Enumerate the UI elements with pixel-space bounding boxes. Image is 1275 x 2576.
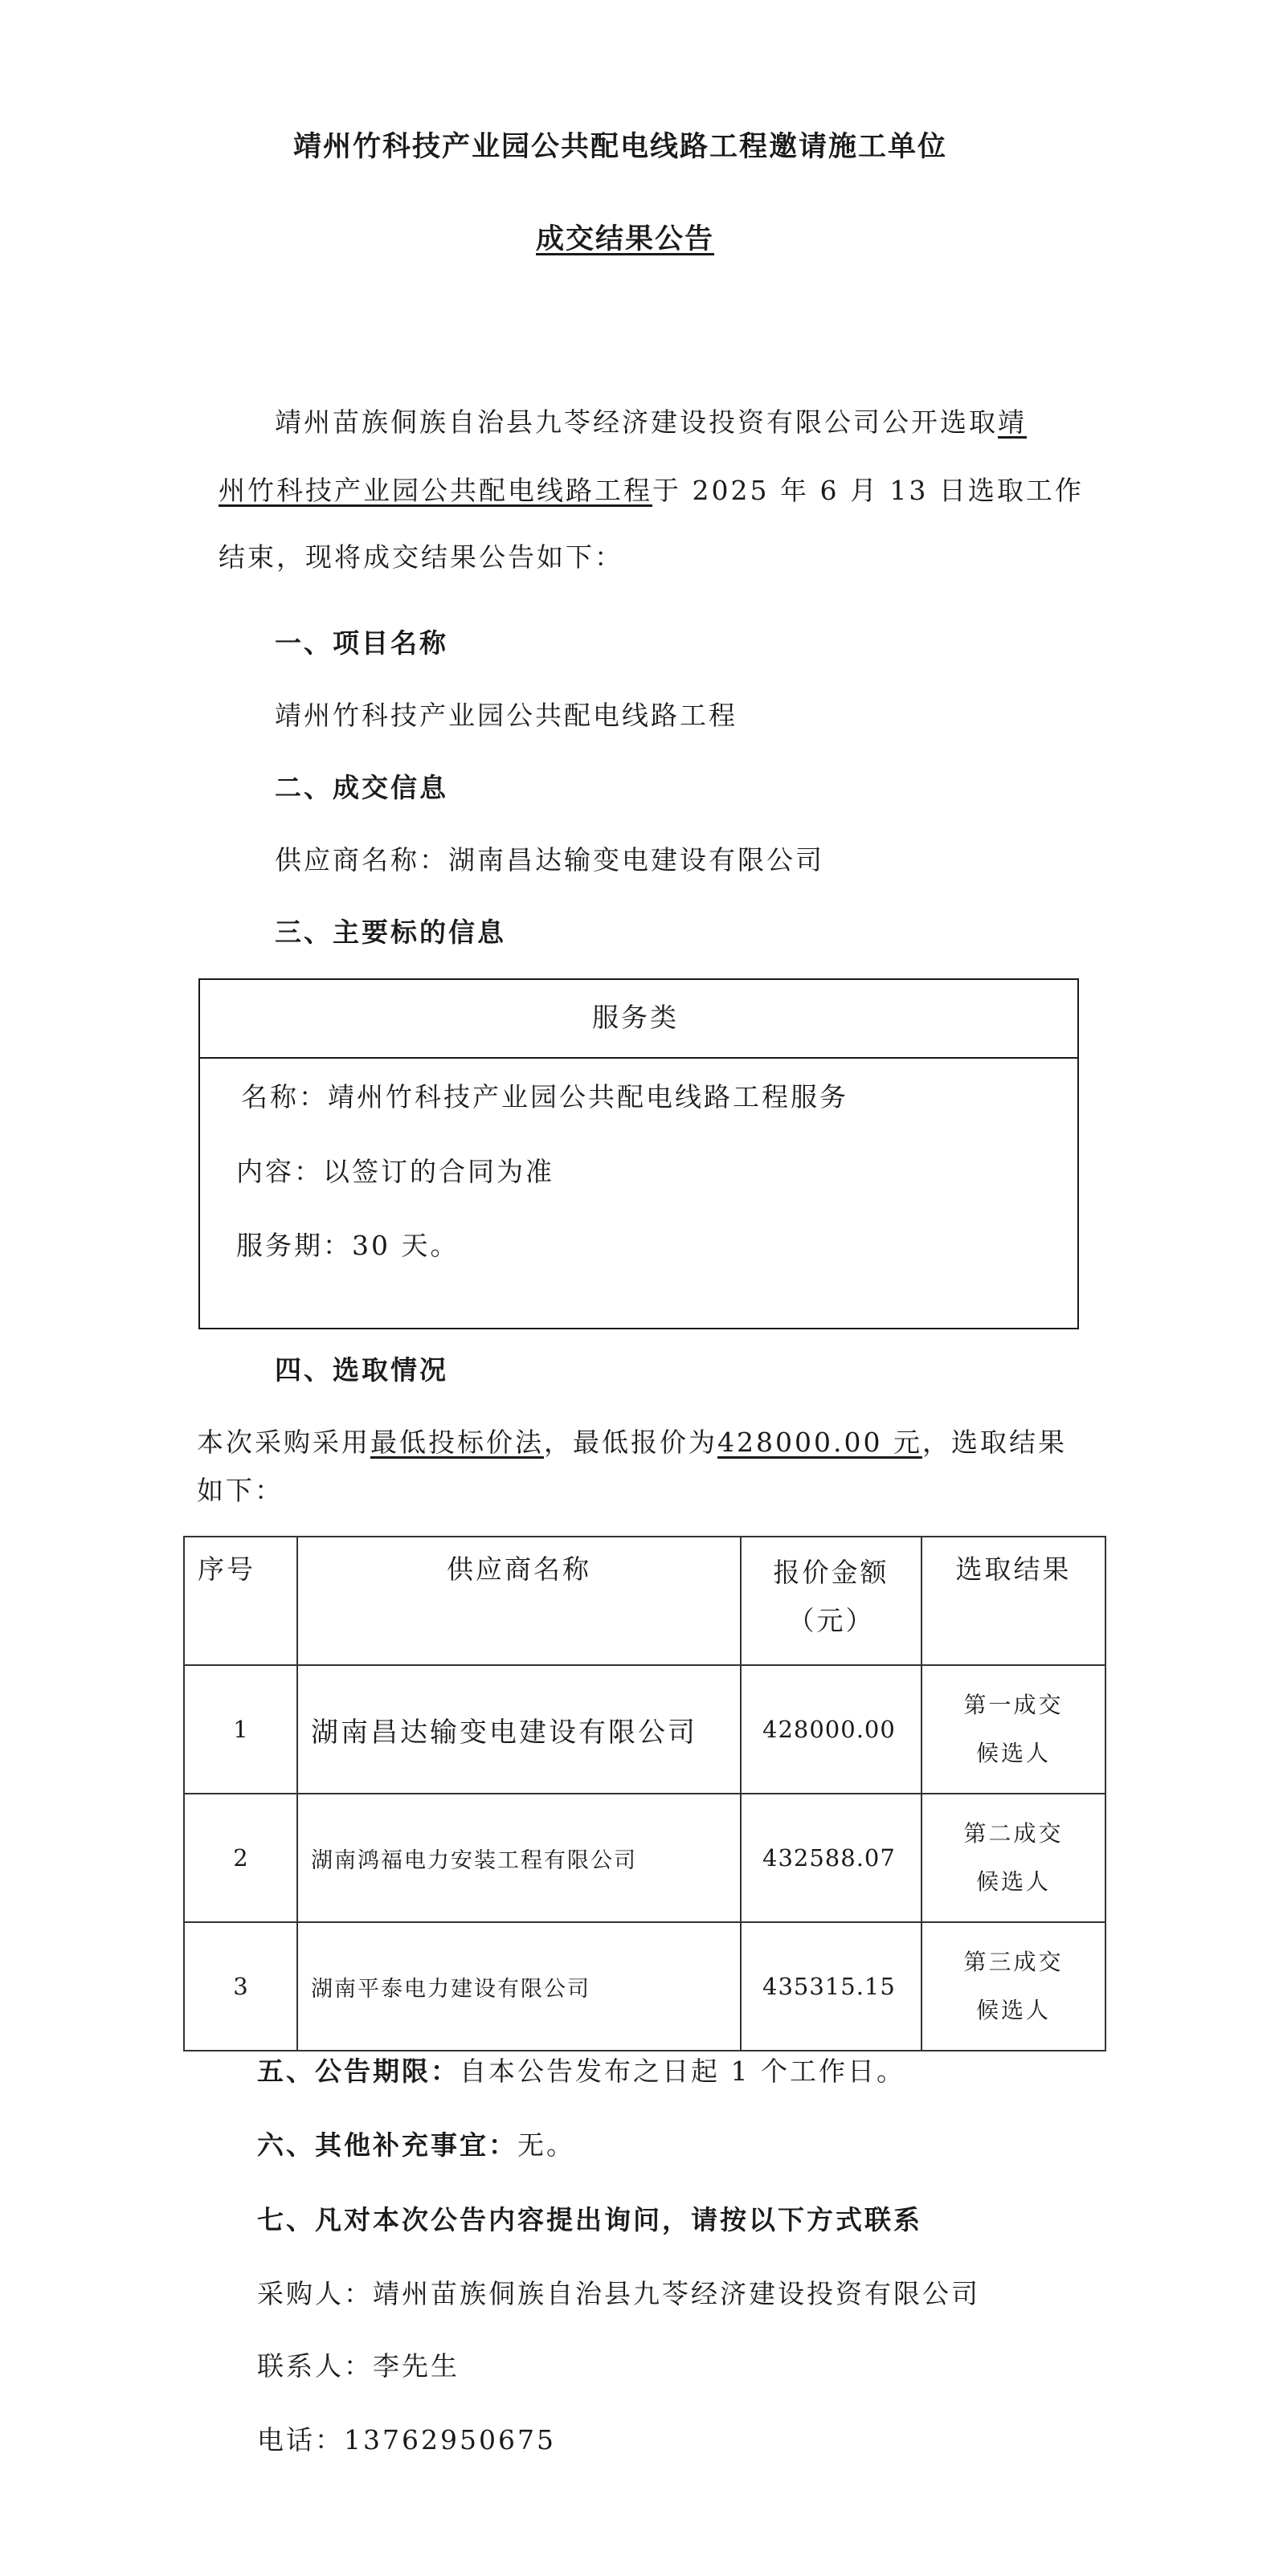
row-result-line2: 候选人 [975,1868,1051,1895]
row-price: 428000.00 [741,1665,922,1794]
section6-line [257,2125,575,2162]
row-seq: 2 [184,1794,297,1922]
row-price: 435315.15 [741,1922,922,2051]
section5-heading: 五、公告期限： [257,2055,460,2087]
section3-heading: 三、主要标的信息 [275,917,506,948]
section1-text: 靖州竹科技产业园公共配电线路工程 [275,700,738,731]
procurement-method: 最低投标价法 [370,1427,544,1458]
header-price [741,1537,922,1665]
subject-name: 名称：靖州竹科技产业园公共配电线路工程服务 [241,1081,848,1112]
intro-line1 [275,402,1027,439]
row-result-line1: 第一成交 [963,1692,1064,1718]
header-price-line2: （元） [787,1605,875,1636]
intro-line3: 结束，现将成交结果公告如下： [219,541,623,573]
row-supplier: 湖南昌达输变电建设有限公司 [297,1665,741,1794]
row-result-line2: 候选人 [975,1997,1051,2023]
section4-text-line1 [197,1422,1067,1459]
header-result: 选取结果 [922,1537,1105,1665]
row-result [922,1922,1105,2051]
row-result-line2: 候选人 [975,1740,1051,1766]
header-price-line1: 报价金额 [773,1557,889,1588]
header-seq: 序号 [184,1537,297,1665]
section4-text-c: ，选取结果 [922,1427,1067,1458]
section4-text-a: 本次采购采用 [197,1427,370,1458]
intro-text-b: 于 2025 年 6 月 13 日选取工作 [652,475,1084,506]
section6-text: 无。 [517,2129,575,2161]
lowest-price: 428000.00 元 [717,1427,922,1458]
doc-title-line2: 成交结果公告 [536,222,715,255]
section1-heading: 一、项目名称 [275,627,448,659]
section6-heading: 六、其他补充事宜： [257,2129,517,2161]
buyer: 采购人：靖州苗族侗族自治县九苓经济建设投资有限公司 [257,2278,980,2309]
row-result [922,1665,1105,1794]
table-row [184,1794,1105,1922]
subject-box-divider [198,1057,1079,1059]
intro-project-link-b: 州竹科技产业园公共配电线路工程 [219,475,652,506]
row-result-line1: 第三成交 [963,1949,1064,1975]
subject-box-title: 服务类 [592,1002,679,1033]
contact-phone: 电话：13762950675 [257,2424,556,2456]
row-seq: 3 [184,1922,297,2051]
section5-line [257,2051,905,2088]
row-supplier: 湖南鸿福电力安装工程有限公司 [297,1794,741,1922]
subject-content: 内容：以签订的合同为准 [236,1156,554,1187]
table-row [184,1665,1105,1794]
row-supplier: 湖南平泰电力建设有限公司 [297,1922,741,2051]
section4-text-line2: 如下： [197,1475,284,1506]
row-price: 432588.07 [741,1794,922,1922]
section2-heading: 二、成交信息 [275,772,448,803]
results-table-header [184,1537,1105,1665]
section2-text: 供应商名称：湖南昌达输变电建设有限公司 [275,844,824,876]
header-supplier: 供应商名称 [297,1537,741,1665]
intro-text-a: 靖州苗族侗族自治县九苓经济建设投资有限公司公开选取 [275,406,998,438]
subject-period: 服务期：30 天。 [236,1230,460,1261]
row-seq: 1 [184,1665,297,1794]
row-result [922,1794,1105,1922]
table-row [184,1922,1105,2051]
doc-title-line1: 靖州竹科技产业园公共配电线路工程邀请施工单位 [293,130,948,163]
section7-heading: 七、凡对本次公告内容提出询问，请按以下方式联系 [257,2204,922,2235]
intro-line2 [219,470,1084,508]
intro-project-link-a: 靖 [998,406,1027,438]
row-result-line1: 第二成交 [963,1820,1064,1847]
section4-heading: 四、选取情况 [275,1354,448,1386]
results-table [183,1536,1106,2051]
section5-text: 自本公告发布之日起 1 个工作日。 [460,2055,905,2087]
contact-person: 联系人：李先生 [257,2350,460,2382]
section4-text-b: ，最低报价为 [544,1427,717,1458]
